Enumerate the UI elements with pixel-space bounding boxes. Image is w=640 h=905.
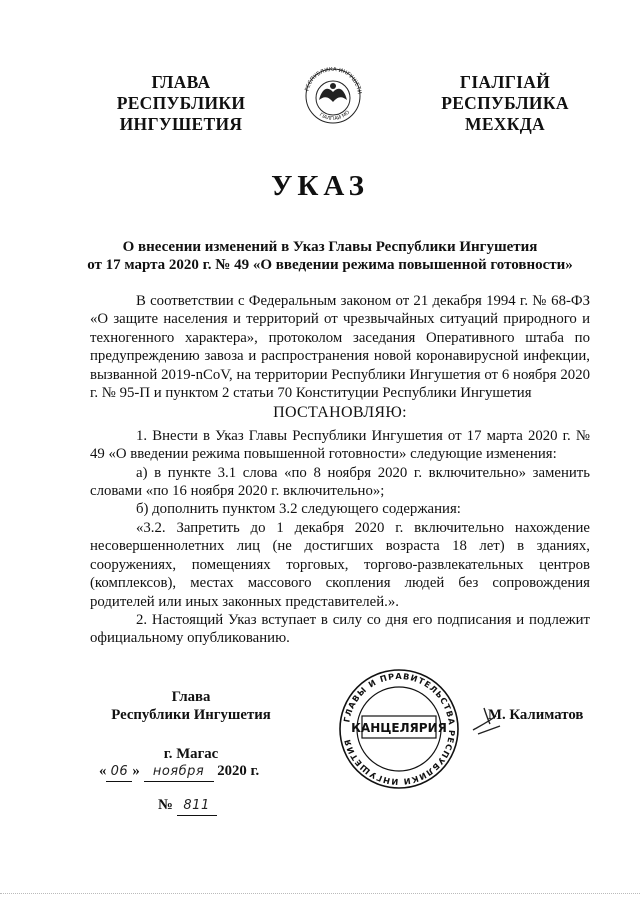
svg-text:РЕСПУБЛИКА ИНГУШЕТИЯ: РЕСПУБЛИКА ИНГУШЕТИ [304,66,362,95]
header-right-line-2: РЕСПУБЛИКА [441,93,569,113]
document-number [158,796,278,816]
date-close-quote: » [132,763,140,779]
item-1: 1. Внести в Указ Главы Республики Ингушетия от 17 марта 2020 г. № 49 «О введении режима повышенной готовности» следующие изменения: [90,427,590,463]
number-label: № [158,797,173,813]
scan-edge-line [0,893,640,900]
signatory-position [96,688,286,724]
position-line-2: Республики Ингушетия [111,707,271,723]
subject-line-2: от 17 марта 2020 г. № 49 «О введении режима повышенной готовности» [87,257,573,273]
item-3-2: «3.2. Запретить до 1 декабря 2020 г. включительно нахождение несовершеннолетних лиц (не достигших возраста 18 лет) в зданиях, сооружениях, помещениях торговых, торгово-развлекательных центров (комплексов), местах массового скопления людей без сопровождения родителей или иных законных представителей.». [90,519,590,610]
header-right [410,72,600,135]
stamp-icon [338,668,460,790]
emblem [298,58,368,132]
item-1b: б) дополнить пунктом 3.2 следующего содержания: [136,501,461,518]
position-line-1: Глава [171,689,211,705]
city-label: г. Магас [163,746,219,762]
document-subject [60,238,600,274]
document-body [90,292,590,648]
signatory-name: М. Калиматов [488,707,584,723]
preamble-paragraph: В соответствии с Федеральным законом от 21 декабря 1994 г. № 68-ФЗ «О защите населения и территорий от чрезвычайных ситуаций природного и техногенного характера», протоколом заседания Оперативного штаба по предупреждению завоза и распространения новой коронавирусной инфекции, вызванной 2019-nCoV, на территории Республики Ингушетия от 6 ноября 2020 г. № 95-П и пунктом 2 статьи 70 Конституции Республики Ингушетия [90,293,590,402]
header-right-line-1: ГIАЛГIАЙ [459,72,551,92]
document-title: УКАЗ [271,170,369,202]
svg-text:ГIАЛГIАЙ МОХК: ГIАЛГIАЙ МО [318,109,352,123]
date-day: 06 [106,763,132,782]
item-2: 2. Настоящий Указ вступает в силу со дня его подписания и подлежит официальному опубликованию. [90,611,590,647]
date-month: ноября [144,763,214,782]
header-right-line-3: МЕХКДА [465,114,545,134]
resolve-heading: ПОСТАНОВЛЯЮ: [273,404,407,422]
header-left-line-2: РЕСПУБЛИКИ [116,93,246,113]
emblem-icon [298,58,368,132]
date-line [99,762,299,782]
date-open-quote: « [99,763,107,779]
header-left [86,72,276,135]
date-year: 2020 г. [217,763,260,779]
svg-text:КАНЦЕЛЯРИЯ: КАНЦЕЛЯРИЯ [351,721,447,735]
header-left-line-1: ГЛАВА [151,72,211,92]
subject-line-1: О внесении изменений в Указ Главы Республики Ингушетия [122,239,538,255]
item-1a: а) в пункте 3.1 слова «по 8 ноября 2020 г. включительно» заменить словами «по 16 ноября 2020 г. включительно»; [90,464,590,500]
svg-text:ГЛАВЫ И ПРАВИТЕЛЬСТВА РЕСПУБЛИ: ГЛАВЫ И ПРАВИТЕЛЬСТВА РЕСПУБЛИКИ ИНГУШЕТИЯ [341,670,458,788]
header-left-line-3: ИНГУШЕТИЯ [119,114,243,134]
number-value: 811 [177,797,217,816]
official-stamp [338,668,460,790]
